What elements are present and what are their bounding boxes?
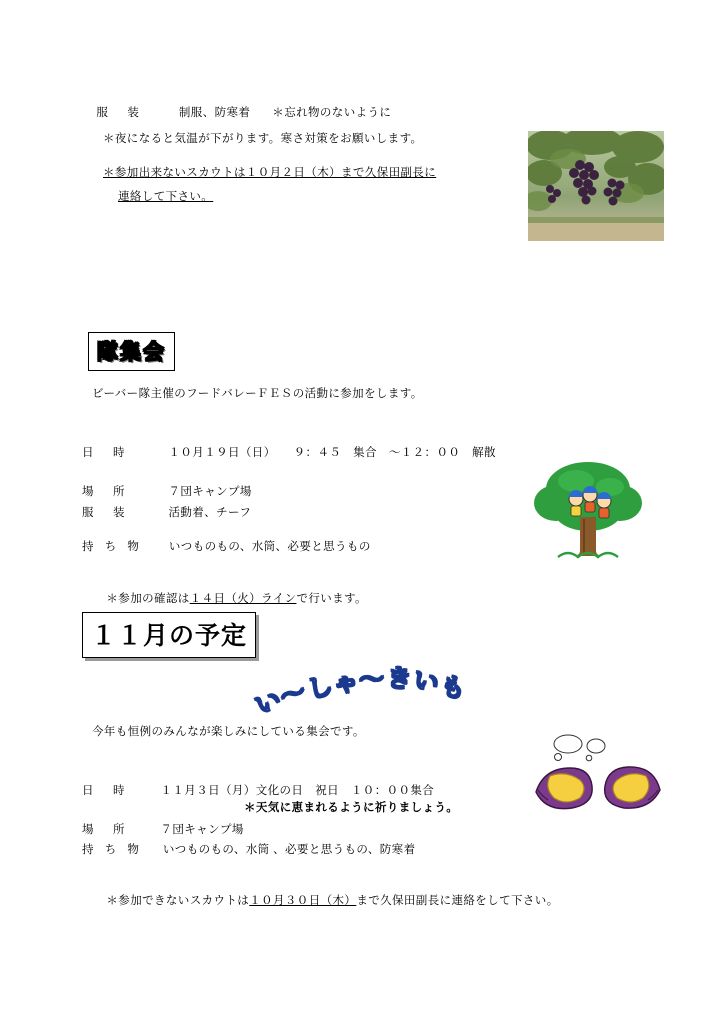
taishukai-intro: ビーバー隊主催のフードバレーＦＥＳの活動に参加をします。 xyxy=(92,388,423,400)
uniform-label: 服 装 xyxy=(96,107,143,120)
november-row-items-label: 持 ち 物 xyxy=(82,844,143,856)
taishukai-row-items xyxy=(82,537,371,556)
november-row-place-label: 場 所 xyxy=(82,824,129,836)
yakiimo-wordart: い ～ し ゃ ～ き い も xyxy=(250,663,469,721)
taishukai-row-datetime xyxy=(82,443,496,462)
uniform-value: 制服、防寒着 xyxy=(178,107,251,120)
november-absent-prefix: ＊参加できないスカウトは xyxy=(106,895,250,908)
november-row-place xyxy=(82,820,244,839)
kids-in-tree-image xyxy=(528,455,648,565)
sweet-potato-image xyxy=(528,730,668,820)
november-absent-date: １０月３０日（木） xyxy=(249,895,357,908)
november-row-place-value: ７団キャンプ場 xyxy=(160,824,244,836)
taishukai-heading xyxy=(88,332,175,371)
absent-notice-line2: 連絡して下さい。 xyxy=(118,191,214,203)
november-row-items xyxy=(82,840,415,859)
roasted-sweet-potato-illustration xyxy=(528,730,668,825)
taishukai-row-place-value: ７団キャンプ場 xyxy=(168,486,252,498)
uniform-note: ＊忘れ物のないように xyxy=(272,107,392,120)
november-heading-text: １１月の予定 xyxy=(82,612,256,658)
taishukai-row-place xyxy=(82,482,252,501)
november-weather-note: ＊天気に恵まれるように祈りましょう。 xyxy=(244,802,459,814)
taishukai-confirm-suffix: で行います。 xyxy=(296,593,367,606)
absent-notice-line1: ＊参加出来ないスカウトは１０月２日（木）まで久保田副長に xyxy=(103,167,437,179)
november-absent-suffix: まで久保田副長に連絡をして下さい。 xyxy=(356,895,559,908)
cold-weather-note: ＊夜になると気温が下がります。寒さ対策をお願いします。 xyxy=(103,133,423,145)
kids-in-tree-illustration xyxy=(528,455,648,570)
taishukai-confirm-prefix: ＊参加の確認は xyxy=(106,593,190,606)
november-row-datetime-value: １１月３日（月）文化の日 祝日 １０：００集合 xyxy=(160,785,435,797)
taishukai-row-datetime-value: １０月１９日（日） ９：４５ 集合 ～１２：００ 解散 xyxy=(168,447,496,459)
taishukai-row-items-value: いつものもの、水筒、必要と思うもの xyxy=(168,541,371,553)
november-heading xyxy=(82,612,256,658)
taishukai-row-datetime-label: 日 時 xyxy=(82,447,129,459)
november-row-items-value: いつものもの、水筒 、必要と思うもの、防寒着 xyxy=(162,844,416,856)
november-row-datetime xyxy=(82,781,434,800)
taishukai-row-uniform xyxy=(82,503,251,522)
grape-vine-photo xyxy=(528,131,664,241)
grape-vine-photo-image xyxy=(528,131,664,241)
taishukai-heading-text: 隊集会 xyxy=(88,332,175,371)
taishukai-row-items-label: 持 ち 物 xyxy=(82,541,143,553)
november-absent-note xyxy=(92,876,559,928)
november-intro: 今年も恒例のみんなが楽しみにしている集会です。 xyxy=(92,726,365,738)
taishukai-row-place-label: 場 所 xyxy=(82,486,129,498)
november-row-datetime-label: 日 時 xyxy=(82,785,129,797)
taishukai-confirm-date: １４日（火）ライン xyxy=(189,593,297,606)
taishukai-row-uniform-label: 服 装 xyxy=(82,507,129,519)
taishukai-row-uniform-value: 活動着、チーフ xyxy=(168,507,252,519)
